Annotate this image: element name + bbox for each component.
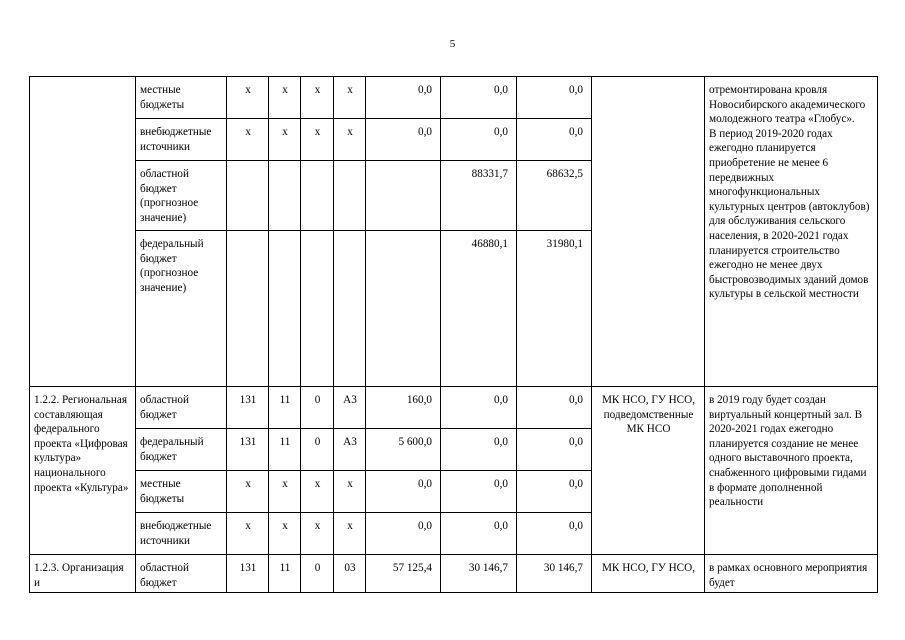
- code-cell: 131: [227, 429, 269, 471]
- code-cell: А3: [334, 429, 366, 471]
- code-cell: х: [227, 471, 269, 513]
- amount-cell: [366, 161, 441, 231]
- result-description-cell: в 2019 году будет создан виртуальный концертный зал. В 2020-2021 годах ежегодно планируется создание не менее одного выставочного проекта, снабженного цифровыми гидами в формате дополненной реальности: [705, 387, 878, 555]
- code-cell: х: [334, 77, 366, 119]
- table-row: [30, 555, 878, 593]
- code-cell: [301, 231, 334, 387]
- table-row: [30, 77, 878, 119]
- code-cell: 11: [269, 555, 301, 593]
- code-cell: х: [301, 119, 334, 161]
- code-cell: [227, 161, 269, 231]
- funding-source-cell: местные бюджеты: [136, 77, 227, 119]
- amount-cell: 68632,5: [517, 161, 592, 231]
- amount-cell: 0,0: [441, 119, 517, 161]
- code-cell: [334, 231, 366, 387]
- amount-cell: 0,0: [366, 471, 441, 513]
- amount-cell: 0,0: [517, 513, 592, 555]
- funding-source-cell: областной бюджет: [136, 387, 227, 429]
- result-description-cell: отремонтирована кровля Новосибирского академического молодежного театра «Глобус». В период 2019-2020 годах ежегодно планируется приобретение не менее 6 передвижных многофункциональных культурных центров (автоклубов) для обслуживания сельского населения, в 2020-2021 годах планируется строительство ежегодно не менее двух быстровозводимых зданий домов культуры в сельской местности: [705, 77, 878, 387]
- amount-cell: 0,0: [441, 513, 517, 555]
- amount-cell: 0,0: [517, 77, 592, 119]
- code-cell: 03: [334, 555, 366, 593]
- executor-cell: МК НСО, ГУ НСО, подведомственные МК НСО: [592, 387, 705, 555]
- result-description-cell: в рамках основного мероприятия будет: [705, 555, 878, 593]
- amount-cell: 0,0: [517, 387, 592, 429]
- table-row: [30, 387, 878, 429]
- funding-source-cell: областной бюджет (прогнозное значение): [136, 161, 227, 231]
- amount-cell: 0,0: [517, 119, 592, 161]
- funding-source-cell: местные бюджеты: [136, 471, 227, 513]
- funding-source-cell: областной бюджет: [136, 555, 227, 593]
- amount-cell: 30 146,7: [517, 555, 592, 593]
- code-cell: 11: [269, 429, 301, 471]
- funding-source-cell: федеральный бюджет (прогнозное значение): [136, 231, 227, 387]
- amount-cell: 160,0: [366, 387, 441, 429]
- funding-source-cell: внебюджетные источники: [136, 513, 227, 555]
- code-cell: х: [301, 77, 334, 119]
- code-cell: х: [227, 513, 269, 555]
- executor-cell: [592, 77, 705, 387]
- code-cell: х: [301, 513, 334, 555]
- executor-cell: МК НСО, ГУ НСО,: [592, 555, 705, 593]
- event-name-cell: 1.2.2. Региональная составляющая федерального проекта «Цифровая культура» национального проекта «Культура»: [30, 387, 136, 555]
- amount-cell: 88331,7: [441, 161, 517, 231]
- code-cell: 0: [301, 429, 334, 471]
- amount-cell: 0,0: [366, 119, 441, 161]
- amount-cell: 0,0: [517, 471, 592, 513]
- code-cell: х: [269, 513, 301, 555]
- code-cell: х: [334, 119, 366, 161]
- amount-cell: 0,0: [366, 513, 441, 555]
- page-number: 5: [449, 38, 456, 50]
- code-cell: х: [227, 77, 269, 119]
- amount-cell: 0,0: [441, 77, 517, 119]
- event-name-cell: [30, 77, 136, 387]
- amount-cell: 57 125,4: [366, 555, 441, 593]
- code-cell: [334, 161, 366, 231]
- event-name-cell: 1.2.3. Организация и: [30, 555, 136, 593]
- amount-cell: 0,0: [366, 77, 441, 119]
- budget-table: [29, 76, 878, 593]
- code-cell: 131: [227, 387, 269, 429]
- code-cell: х: [334, 513, 366, 555]
- amount-cell: 0,0: [441, 429, 517, 471]
- amount-cell: [366, 231, 441, 387]
- code-cell: А3: [334, 387, 366, 429]
- amount-cell: 31980,1: [517, 231, 592, 387]
- code-cell: [269, 231, 301, 387]
- code-cell: 11: [269, 387, 301, 429]
- amount-cell: 30 146,7: [441, 555, 517, 593]
- code-cell: [301, 161, 334, 231]
- code-cell: х: [227, 119, 269, 161]
- amount-cell: 0,0: [441, 471, 517, 513]
- funding-source-cell: внебюджетные источники: [136, 119, 227, 161]
- amount-cell: 5 600,0: [366, 429, 441, 471]
- code-cell: х: [269, 471, 301, 513]
- table-body: [30, 77, 878, 593]
- amount-cell: 46880,1: [441, 231, 517, 387]
- code-cell: [227, 231, 269, 387]
- code-cell: х: [269, 119, 301, 161]
- code-cell: 0: [301, 387, 334, 429]
- code-cell: х: [334, 471, 366, 513]
- code-cell: 131: [227, 555, 269, 593]
- code-cell: х: [269, 77, 301, 119]
- code-cell: 0: [301, 555, 334, 593]
- code-cell: х: [301, 471, 334, 513]
- amount-cell: 0,0: [441, 387, 517, 429]
- funding-source-cell: федеральный бюджет: [136, 429, 227, 471]
- amount-cell: 0,0: [517, 429, 592, 471]
- code-cell: [269, 161, 301, 231]
